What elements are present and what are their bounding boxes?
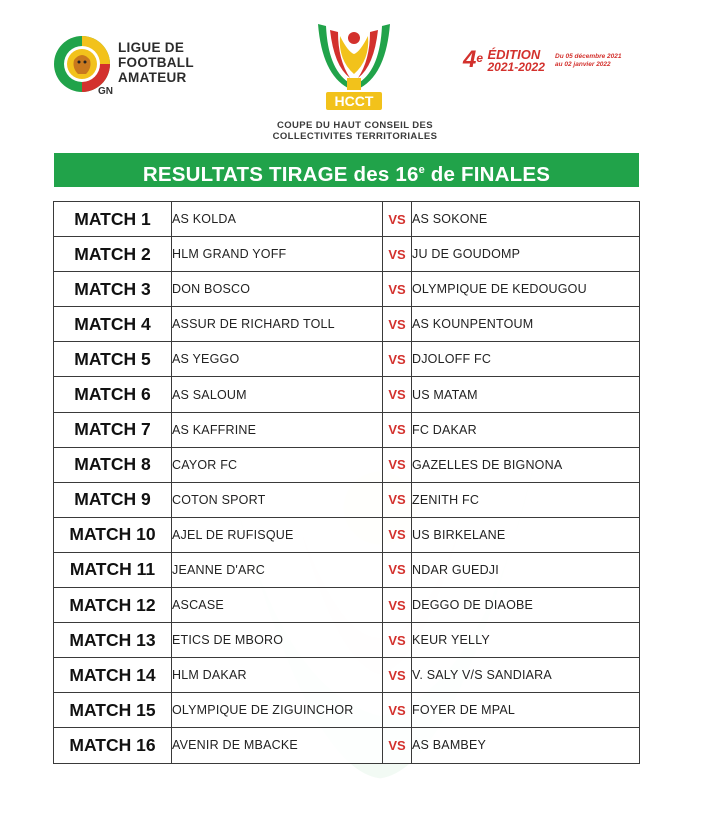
home-team: HLM GRAND YOFF — [172, 237, 383, 272]
edition-main — [488, 48, 545, 74]
home-team: AJEL DE RUFISQUE — [172, 517, 383, 552]
away-team: DEGGO DE DIAOBE — [412, 588, 640, 623]
league-title-line-3: AMATEUR — [118, 70, 187, 85]
vs-label: VS — [383, 237, 412, 272]
home-team: AS YEGGO — [172, 342, 383, 377]
away-team: AS SOKONE — [412, 202, 640, 237]
home-team: ETICS DE MBORO — [172, 623, 383, 658]
edition-years: 2021-2022 — [487, 60, 545, 74]
edition-word: ÉDITION — [487, 47, 541, 62]
hcct-subtitle — [250, 120, 460, 142]
results-table — [53, 201, 640, 764]
table-row — [54, 588, 640, 623]
match-label: MATCH 14 — [54, 658, 172, 693]
vs-label: VS — [383, 377, 412, 412]
table-row — [54, 377, 640, 412]
league-suffix: GN — [98, 86, 113, 97]
vs-label: VS — [383, 588, 412, 623]
vs-label: VS — [383, 693, 412, 728]
table-row — [54, 728, 640, 763]
hcct-label: HCCT — [334, 93, 374, 109]
table-row — [54, 272, 640, 307]
vs-label: VS — [383, 272, 412, 307]
away-team: OLYMPIQUE DE KEDOUGOU — [412, 272, 640, 307]
away-team: AS BAMBEY — [412, 728, 640, 763]
league-title — [118, 40, 228, 85]
edition-dates — [555, 53, 655, 69]
table-row — [54, 202, 640, 237]
match-label: MATCH 6 — [54, 377, 172, 412]
banner-text-before: RESULTATS TIRAGE des 16 — [142, 162, 419, 186]
table-row — [54, 693, 640, 728]
away-team: ZENITH FC — [412, 482, 640, 517]
home-team: AS KOLDA — [172, 202, 383, 237]
vs-label: VS — [383, 658, 412, 693]
league-title-line-2: FOOTBALL — [118, 55, 194, 70]
match-label: MATCH 8 — [54, 447, 172, 482]
edition-block — [463, 48, 663, 74]
edition-dates-line-2: au 02 janvier 2022 — [555, 61, 611, 68]
lfa-logo-icon — [52, 34, 112, 94]
away-team: KEUR YELLY — [412, 623, 640, 658]
table-row — [54, 658, 640, 693]
vs-label: VS — [383, 623, 412, 658]
table-row — [54, 412, 640, 447]
league-title-line-1: LIGUE DE — [118, 40, 185, 55]
table-row — [54, 342, 640, 377]
match-label: MATCH 3 — [54, 272, 172, 307]
home-team: CAYOR FC — [172, 447, 383, 482]
results-banner — [54, 153, 639, 187]
vs-label: VS — [383, 552, 412, 587]
away-team: DJOLOFF FC — [412, 342, 640, 377]
vs-label: VS — [383, 307, 412, 342]
banner-sup: e — [418, 164, 425, 176]
away-team: FC DAKAR — [412, 412, 640, 447]
match-label: MATCH 9 — [54, 482, 172, 517]
edition-number: 4e — [463, 46, 484, 73]
home-team: ASSUR DE RICHARD TOLL — [172, 307, 383, 342]
match-label: MATCH 13 — [54, 623, 172, 658]
away-team: US MATAM — [412, 377, 640, 412]
match-label: MATCH 4 — [54, 307, 172, 342]
vs-label: VS — [383, 202, 412, 237]
home-team: HLM DAKAR — [172, 658, 383, 693]
match-label: MATCH 10 — [54, 517, 172, 552]
away-team: NDAR GUEDJI — [412, 552, 640, 587]
vs-label: VS — [383, 342, 412, 377]
edition-dates-line-1: Du 05 décembre 2021 — [555, 53, 622, 60]
match-label: MATCH 7 — [54, 412, 172, 447]
home-team: OLYMPIQUE DE ZIGUINCHOR — [172, 693, 383, 728]
away-team: US BIRKELANE — [412, 517, 640, 552]
home-team: AS KAFFRINE — [172, 412, 383, 447]
edition-number-suffix: e — [476, 51, 484, 65]
table-row — [54, 447, 640, 482]
vs-label: VS — [383, 517, 412, 552]
banner-text-after: de FINALES — [424, 162, 551, 186]
home-team: ASCASE — [172, 588, 383, 623]
match-label: MATCH 16 — [54, 728, 172, 763]
results-table-body — [54, 202, 640, 764]
table-row — [54, 237, 640, 272]
away-team: AS KOUNPENTOUM — [412, 307, 640, 342]
match-label: MATCH 1 — [54, 202, 172, 237]
match-label: MATCH 15 — [54, 693, 172, 728]
away-team: GAZELLES DE BIGNONA — [412, 447, 640, 482]
home-team: DON BOSCO — [172, 272, 383, 307]
table-row — [54, 552, 640, 587]
home-team: AS SALOUM — [172, 377, 383, 412]
home-team: AVENIR DE MBACKE — [172, 728, 383, 763]
vs-label: VS — [383, 412, 412, 447]
home-team: COTON SPORT — [172, 482, 383, 517]
table-row — [54, 307, 640, 342]
table-row — [54, 623, 640, 658]
table-row — [54, 482, 640, 517]
hcct-subtitle-line-1: COUPE DU HAUT CONSEIL DES — [276, 120, 434, 131]
vs-label: VS — [383, 447, 412, 482]
match-label: MATCH 5 — [54, 342, 172, 377]
away-team: JU DE GOUDOMP — [412, 237, 640, 272]
hcct-subtitle-line-2: COLLECTIVITES TERRITORIALES — [272, 131, 438, 142]
match-label: MATCH 12 — [54, 588, 172, 623]
match-label: MATCH 11 — [54, 552, 172, 587]
away-team: FOYER DE MPAL — [412, 693, 640, 728]
away-team: V. SALY V/S SANDIARA — [412, 658, 640, 693]
vs-label: VS — [383, 728, 412, 763]
home-team: JEANNE D'ARC — [172, 552, 383, 587]
vs-label: VS — [383, 482, 412, 517]
table-row — [54, 517, 640, 552]
hcct-logo-icon — [308, 16, 400, 118]
match-label: MATCH 2 — [54, 237, 172, 272]
